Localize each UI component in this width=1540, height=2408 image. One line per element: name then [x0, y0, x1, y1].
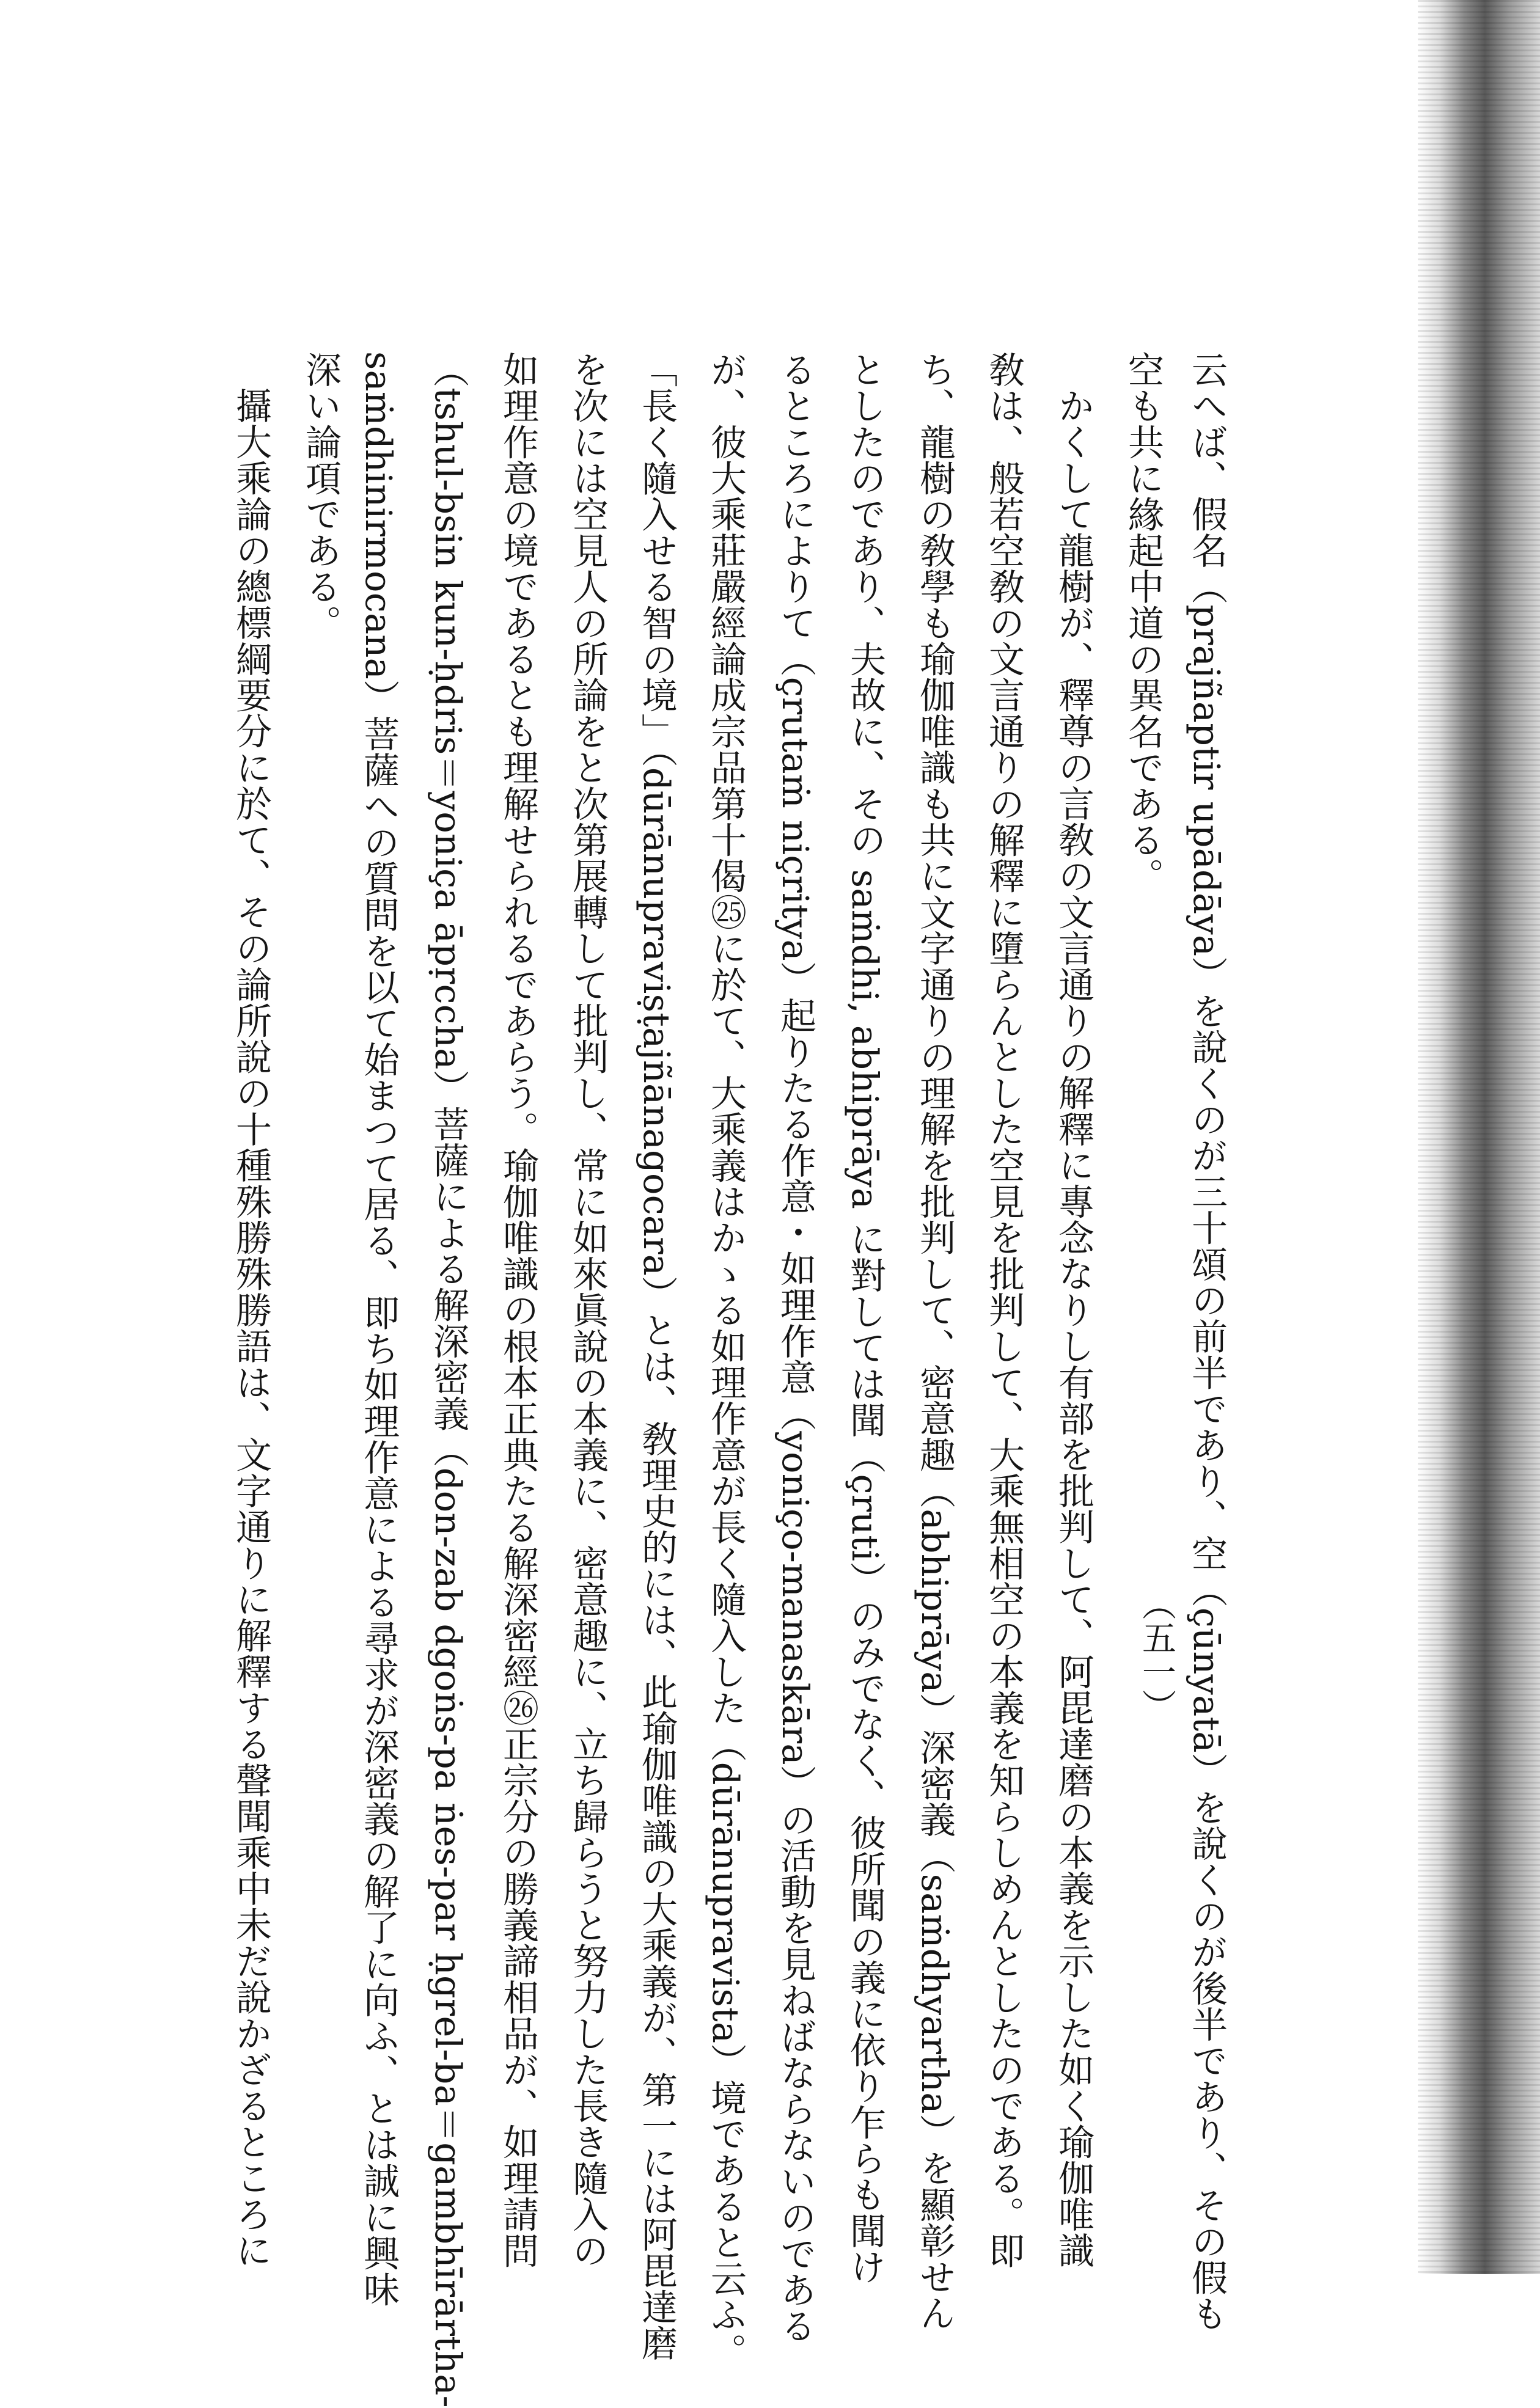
text-column: 敎は、般若空敎の文言通りの解釋に墮らんとした空見を批判して、大乘無相空の本義を知らしめんとしたのである。即: [983, 351, 1025, 2269]
text-column: が、彼大乘莊嚴經論成宗品第十偈㉕に於て、大乘義はかゝる如理作意が長く隨入した（dūrānupravista）境であると云ふ。: [705, 351, 747, 2370]
text-column: 云へば、假名（prajñaptir upādāya）を說くのが三十頌の前半であり、空（çūnyatā）を說くのが後半であり、その假も: [1186, 351, 1228, 2332]
text-column: saṁdhinirmocana）菩薩への質問を以て始まつて居る、即ち如理作意による尋求が深密義の解了に向ふ、とは誠に興味: [358, 351, 400, 2307]
text-column: 空も共に緣起中道の異名である。: [1122, 351, 1164, 894]
text-column: としたのであり、夫故に、その saṁdhi, abhiprāya に對しては聞（çruti）のみでなく、彼所聞の義に依り乍らも聞け: [844, 351, 886, 2285]
text-column: かくして龍樹が、釋尊の言敎の文言通りの解釋に專念なりし有部を批判して、阿毘達磨の本義を示した如く瑜伽唯識: [1052, 387, 1094, 2269]
page-number: （五一）: [1137, 1586, 1176, 1723]
text-column: 「長く隨入せる智の境」（dūrānupraviṣṭajñānagocara）とは、敎理史的には、此瑜伽唯識の大乘義が、第一には阿毘達磨: [636, 351, 678, 2362]
text-column: ち、龍樹の敎學も瑜伽唯識も共に文字通りの理解を批判して、密意趣（abhiprāya）深密義（saṁdhyartha）を顯彰せん: [914, 351, 956, 2331]
text-column: を次には空見人の所論をと次第展轉して批判し、常に如來眞說の本義に、密意趣に、立ち歸らうと努力した長き隨入の: [566, 351, 609, 2269]
text-column: 攝大乘論の總標綱要分に於て、その論所說の十種殊勝殊勝語は、文字通りに解釋する聲聞乘中未だ說かざるところに: [230, 387, 272, 2269]
text-column: 深い論項である。: [299, 351, 342, 641]
text-column: 如理作意の境であるとも理解せられるであらう。瑜伽唯識の根本正典たる解深密經㉖正宗分の勝義諦相品が、如理請問: [497, 351, 539, 2269]
text-column: るところによりて（çrutaṁ niçritya）起りたる作意・如理作意（yoniço-manaskāra）の活動を見ねばならないのである: [774, 351, 816, 2344]
text-column: （tshul-bsin kun-ḥdris＝yoniça āpṛccha）菩薩による解深密義（don-zab dgoṅs-pa ṅes-par ḥgrel-ba＝gambhīrārtha-: [427, 351, 469, 2408]
binding-shadow: [1418, 0, 1540, 2274]
